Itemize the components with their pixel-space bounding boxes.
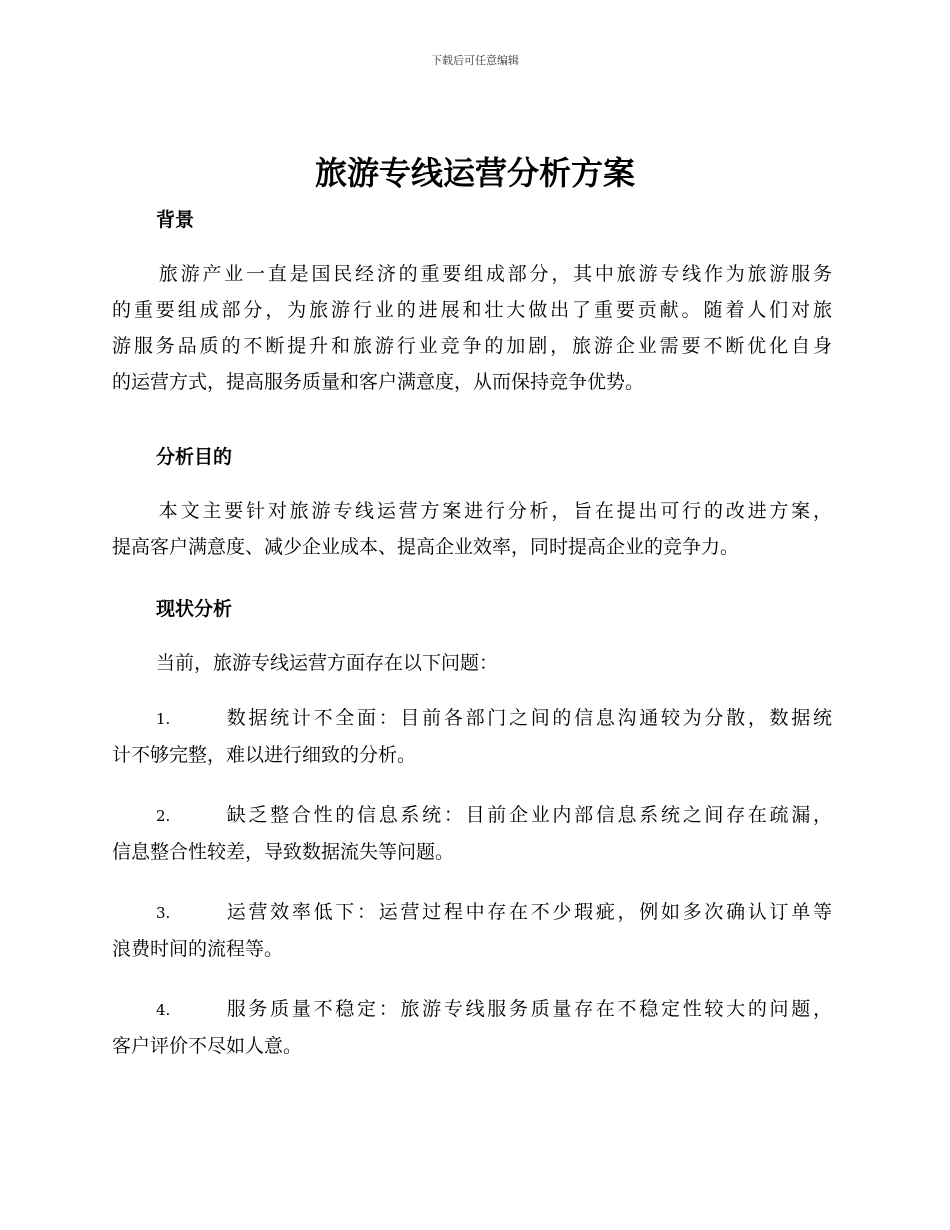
- list-text: 运营效率低下：运营过程中存在不少瑕疵，例如多次确认订单等: [224, 901, 832, 923]
- paragraph-line: 提高客户满意度、减少企业成本、提高企业效率，同时提高企业的竞争力。: [112, 536, 740, 558]
- list-text: 计不够完整，难以进行细致的分析。: [112, 744, 417, 766]
- section-heading-status: 现状分析: [156, 598, 233, 620]
- list-number: 4.: [156, 1001, 171, 1019]
- list-text: 缺乏整合性的信息系统：目前企业内部信息系统之间存在疏漏，: [224, 804, 832, 826]
- purpose-paragraph: [112, 493, 832, 565]
- paragraph-line: 当前，旅游专线运营方面存在以下问题：: [156, 652, 499, 674]
- list-number: 2.: [156, 807, 171, 825]
- paragraph-line: 本文主要针对旅游专线运营方案进行分析，旨在提出可行的改进方案，: [156, 500, 832, 522]
- paragraph-line: 游服务品质的不断提升和旅游行业竞争的加剧，旅游企业需要不断优化自身: [112, 335, 832, 357]
- list-item: [112, 991, 832, 1064]
- status-intro: [112, 645, 832, 681]
- list-item: [112, 700, 832, 773]
- list-text: 服务质量不稳定：旅游专线服务质量存在不稳定性较大的问题，: [224, 998, 832, 1020]
- section-heading-background: 背景: [156, 209, 195, 231]
- list-number: 3.: [156, 904, 171, 922]
- paragraph-line: 的重要组成部分，为旅游行业的进展和壮大做出了重要贡献。随着人们对旅: [112, 299, 832, 321]
- background-paragraph: [112, 256, 832, 400]
- page-header: 下载后可任意编辑: [431, 54, 519, 67]
- list-item: [112, 797, 832, 870]
- section-heading-purpose: 分析目的: [156, 446, 233, 468]
- paragraph-line: 的运营方式，提高服务质量和客户满意度，从而保持竞争优势。: [112, 371, 645, 393]
- list-text: 数据统计不全面：目前各部门之间的信息沟通较为分散，数据统: [224, 707, 832, 729]
- list-number: 1.: [156, 710, 171, 728]
- list-text: 信息整合性较差，导致数据流失等问题。: [112, 841, 455, 863]
- list-text: 浪费时间的流程等。: [112, 938, 284, 960]
- paragraph-line: 旅游产业一直是国民经济的重要组成部分，其中旅游专线作为旅游服务: [156, 263, 832, 285]
- list-item: [112, 894, 832, 967]
- document-title: 旅游专线运营分析方案: [314, 154, 635, 192]
- list-text: 客户评价不尽如人意。: [112, 1035, 303, 1057]
